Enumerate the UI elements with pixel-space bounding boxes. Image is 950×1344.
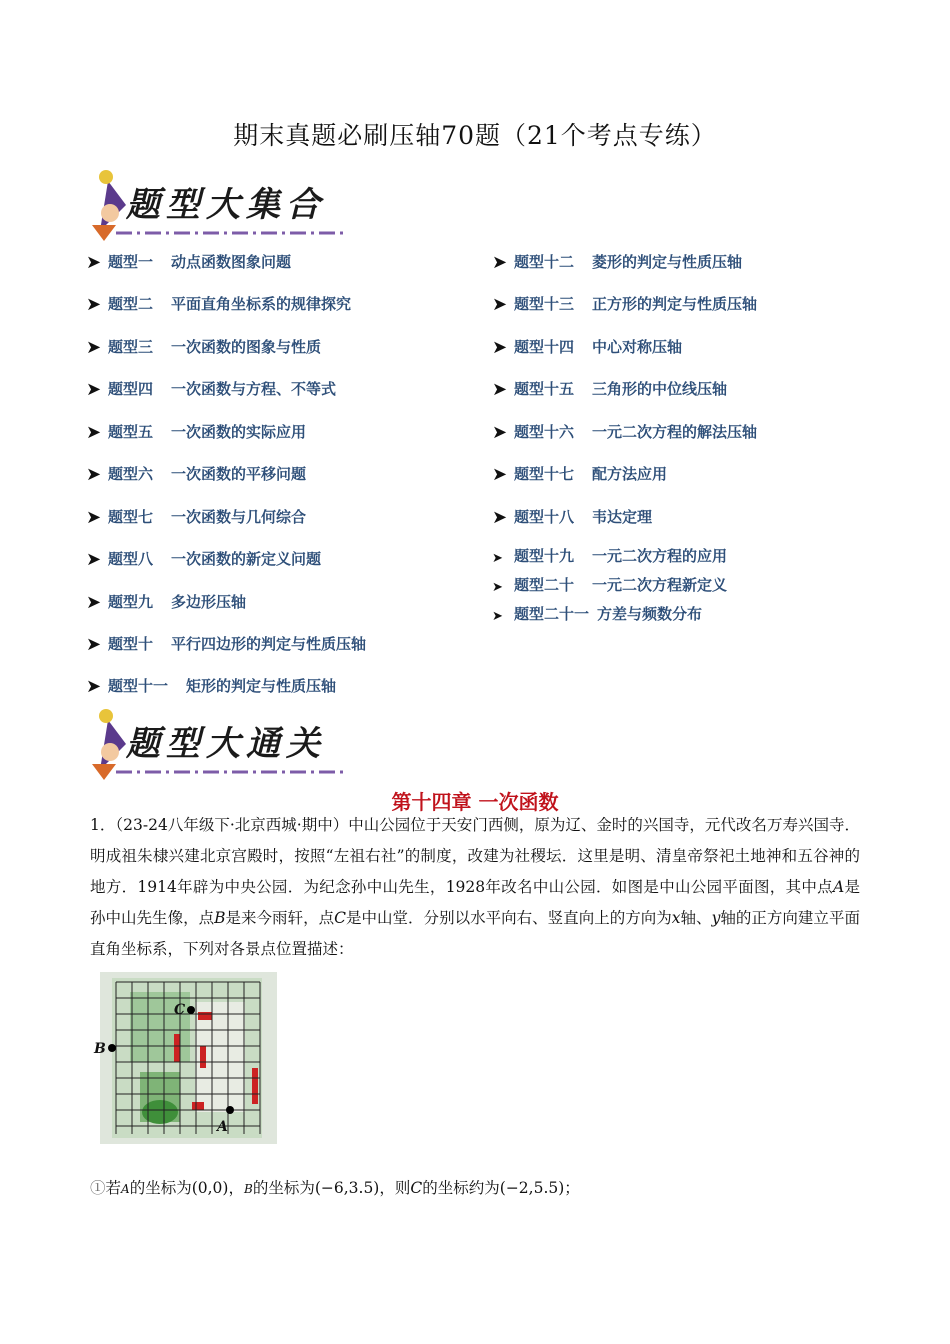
toc-item[interactable]: ➤ 题型一 动点函数图象问题 [86,252,292,273]
arrow-icon: ➤ [86,252,102,273]
banner-question-types [86,165,356,243]
arrow-icon: ➤ [492,580,503,595]
toc-item[interactable]: ➤ 题型二 平面直角坐标系的规律探究 [86,294,352,315]
arrow-icon: ➤ [86,294,102,315]
banner-title: 题型大通关 [126,724,326,764]
toc-item[interactable]: ➤ 题型十六 一元二次方程的解法压轴 [492,422,758,443]
arrow-icon: ➤ [86,464,102,485]
point-B [108,1044,116,1052]
arrow-icon: ➤ [492,294,508,315]
toc-item[interactable]: ➤ 题型十九 一元二次方程的应用 [492,547,728,566]
arrow-icon: ➤ [86,634,102,655]
toc-item[interactable]: ➤ 题型二十一 方差与频数分布 [492,605,703,624]
chapter-heading: 第十四章 一次函数 [391,790,559,814]
toc-item[interactable]: ➤ 题型十四 中心对称压轴 [492,337,683,358]
arrow-icon: ➤ [492,379,508,400]
toc-item[interactable]: ➤ 题型二十 一元二次方程新定义 [492,576,728,595]
arrow-icon: ➤ [492,337,508,358]
toc-item[interactable]: ➤ 题型十七 配方法应用 [492,464,668,485]
toc-item[interactable]: ➤ 题型十三 正方形的判定与性质压轴 [492,294,758,315]
toc-item[interactable]: ➤ 题型十二 菱形的判定与性质压轴 [492,252,743,273]
toc-item[interactable]: ➤ 题型十 平行四边形的判定与性质压轴 [86,634,367,655]
arrow-icon: ➤ [492,609,503,624]
map-label-C: C [174,1002,186,1018]
park-map-figure [100,972,277,1144]
toc-item[interactable]: ➤ 题型十一 矩形的判定与性质压轴 [86,676,337,697]
toc-item[interactable]: ➤ 题型七 一次函数与几何综合 [86,507,307,528]
point-C [187,1006,195,1014]
arrow-icon: ➤ [86,676,102,697]
toc-item[interactable]: ➤ 题型九 多边形压轴 [86,592,247,613]
arrow-icon: ➤ [86,507,102,528]
statement-1: ①若A的坐标为(0,0)，B的坐标为(−6,3.5)，则C的坐标约为(−2,5.5)； [90,1179,580,1197]
toc-item[interactable]: ➤ 题型六 一次函数的平移问题 [86,464,307,485]
banner-question-practice [86,704,356,782]
map-label-A: A [217,1119,228,1135]
arrow-icon: ➤ [492,464,508,485]
toc-item[interactable]: ➤ 题型八 一次函数的新定义问题 [86,549,322,570]
arrow-icon: ➤ [492,507,508,528]
toc-item[interactable]: ➤ 题型四 一次函数与方程、不等式 [86,379,337,400]
arrow-icon: ➤ [86,337,102,358]
arrow-icon: ➤ [492,551,503,566]
toc-item[interactable]: ➤ 题型五 一次函数的实际应用 [86,422,307,443]
question-source: （23-24八年级下·北京西城·期中） [115,816,349,834]
arrow-icon: ➤ [86,549,102,570]
question-number: 1． [90,816,116,834]
arrow-icon: ➤ [86,592,102,613]
arrow-icon: ➤ [492,422,508,443]
park-map [100,972,277,1144]
map-label-B: B [94,1041,106,1057]
arrow-icon: ➤ [86,422,102,443]
point-A [226,1106,234,1114]
arrow-icon: ➤ [86,379,102,400]
question-1: 1．（23-24八年级下·北京西城·期中）中山公园位于天安门西侧，原为辽、金时的兴国寺，元代改名万寿兴国寺．明成祖朱棣兴建北京宫殿时，按照“左祖右社”的制度，改建为社稷坛．这里是明、清皇帝祭祀土地神和五谷神的地方．1914年辟为中央公园．为纪念孙中山先生，1928年改名中山公园．如图是中山公园平面图，其中点A是孙中山先生像，点B是来今雨轩，点C是中山堂．分别以水平向右、竖直向上的方向为x轴、y轴的正方向建立平面直角坐标系，下列对各景点位置描述： [90,816,860,958]
toc-item[interactable]: ➤ 题型十八 韦达定理 [492,507,653,528]
toc-item[interactable]: ➤ 题型三 一次函数的图象与性质 [86,337,322,358]
arrow-icon: ➤ [492,252,508,273]
banner-title: 题型大集合 [126,185,326,225]
toc-item[interactable]: ➤ 题型十五 三角形的中位线压轴 [492,379,728,400]
page-title: 期末真题必刷压轴70题（21个考点专练） [233,121,717,150]
